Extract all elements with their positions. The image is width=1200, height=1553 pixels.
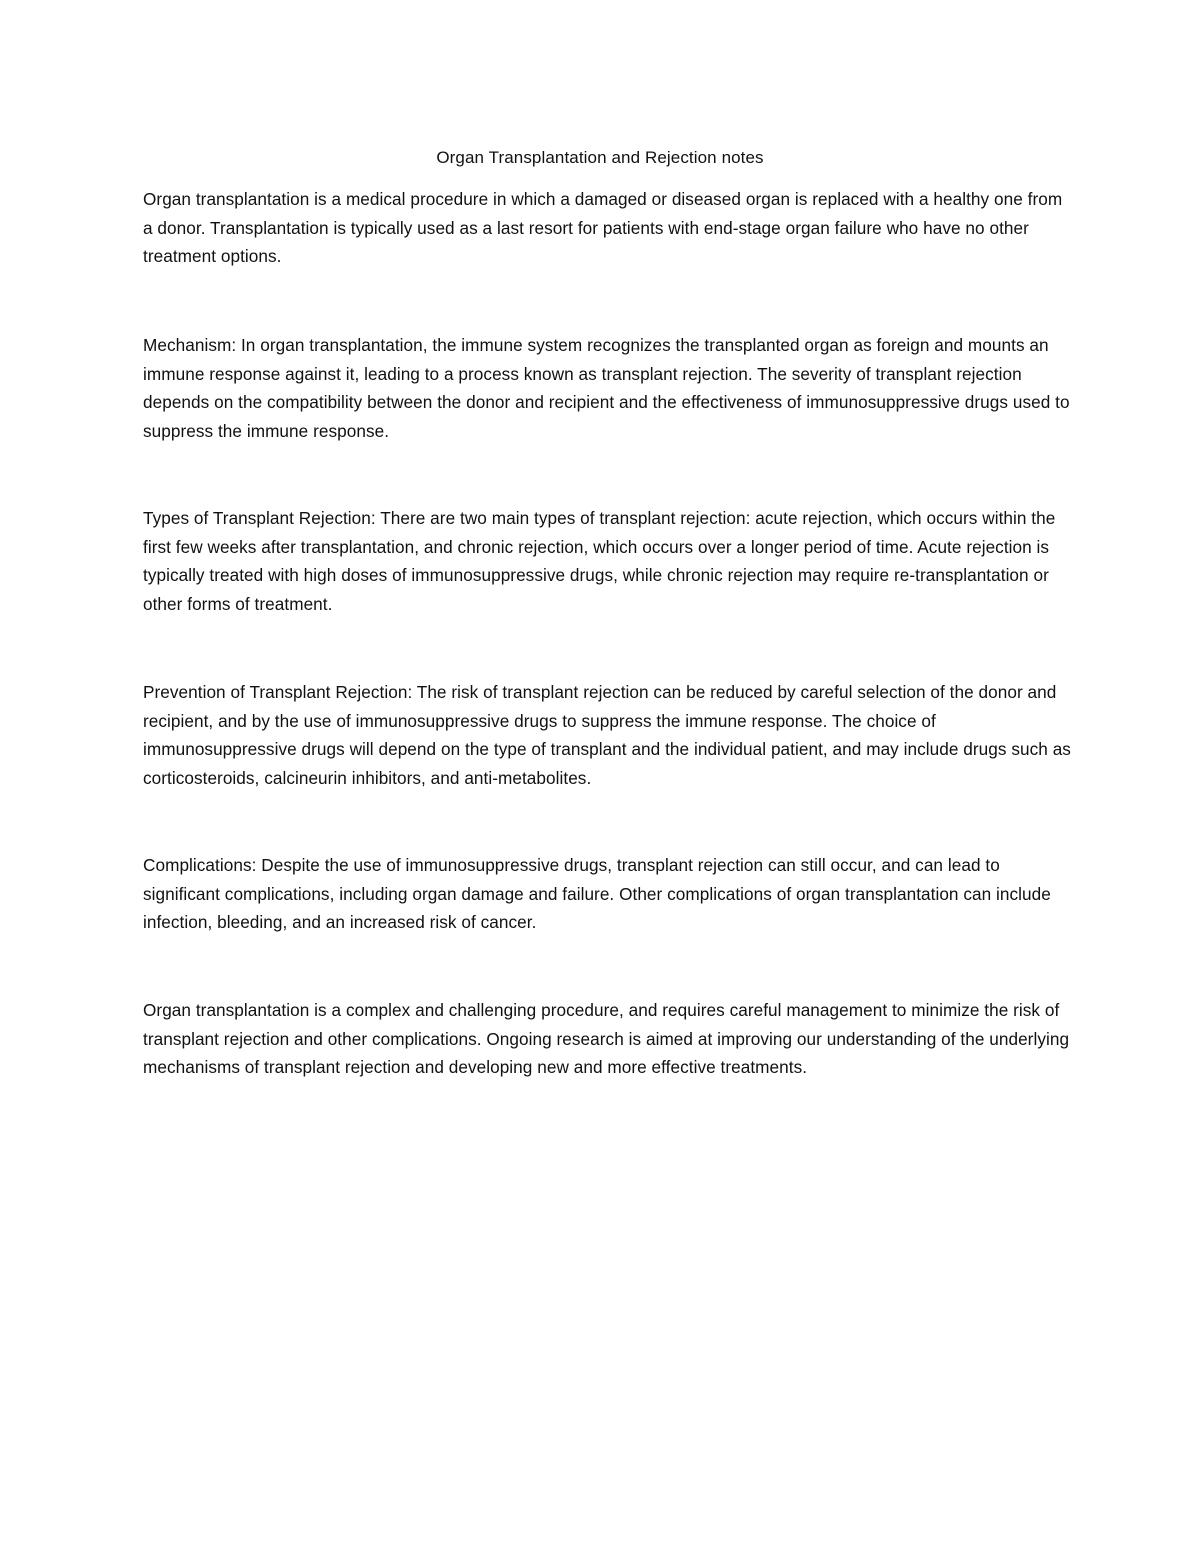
paragraph-conclusion: Organ transplantation is a complex and challenging procedure, and requires careful management to minimize the risk of transplant rejection and other complications. Ongoing research is aimed at improving our understanding of the underlying mechanisms of transplant rejection and developing new and more effective treatments. — [143, 1000, 1070, 1078]
paragraph-prevention: Prevention of Transplant Rejection: The risk of transplant rejection can be reduced by careful selection of the donor and recipient, and by the use of immunosuppressive drugs to suppress the immune response. The choice of immunosuppressive drugs will depend on the type of transplant and the individual patient, and may include drugs such as corticosteroids, calcineurin inhibitors, and anti-metabolites. — [143, 682, 1071, 788]
paragraph-mechanism: Mechanism: In organ transplantation, the immune system recognizes the transplanted organ as foreign and mounts an immune response against it, leading to a process known as transplant rejection. The severity of transplant rejection depends on the compatibility between the donor and recipient and the effectiveness of immunosuppressive drugs used to suppress the immune response. — [143, 335, 1070, 441]
paragraph-complications: Complications: Despite the use of immunosuppressive drugs, transplant rejection can still occur, and can lead to significant complications, including organ damage and failure. Other complications of organ transplantation can include infection, bleeding, and an increased risk of cancer. — [143, 855, 1051, 933]
paragraph-introduction: Organ transplantation is a medical procedure in which a damaged or diseased organ is replaced with a healthy one from a donor. Transplantation is typically used as a last resort for patients with end-stage organ failure who have no other treatment options. — [143, 189, 1063, 267]
paragraph-types-of-rejection: Types of Transplant Rejection: There are two main types of transplant rejection: acute rejection, which occurs within the first few weeks after transplantation, and chronic rejection, which occurs over a longer period of time. Acute rejection is typically treated with high doses of immunosuppressive drugs, while chronic rejection may require re-transplantation or other forms of treatment. — [143, 508, 1056, 614]
document-title: Organ Transplantation and Rejection notes — [436, 148, 764, 167]
